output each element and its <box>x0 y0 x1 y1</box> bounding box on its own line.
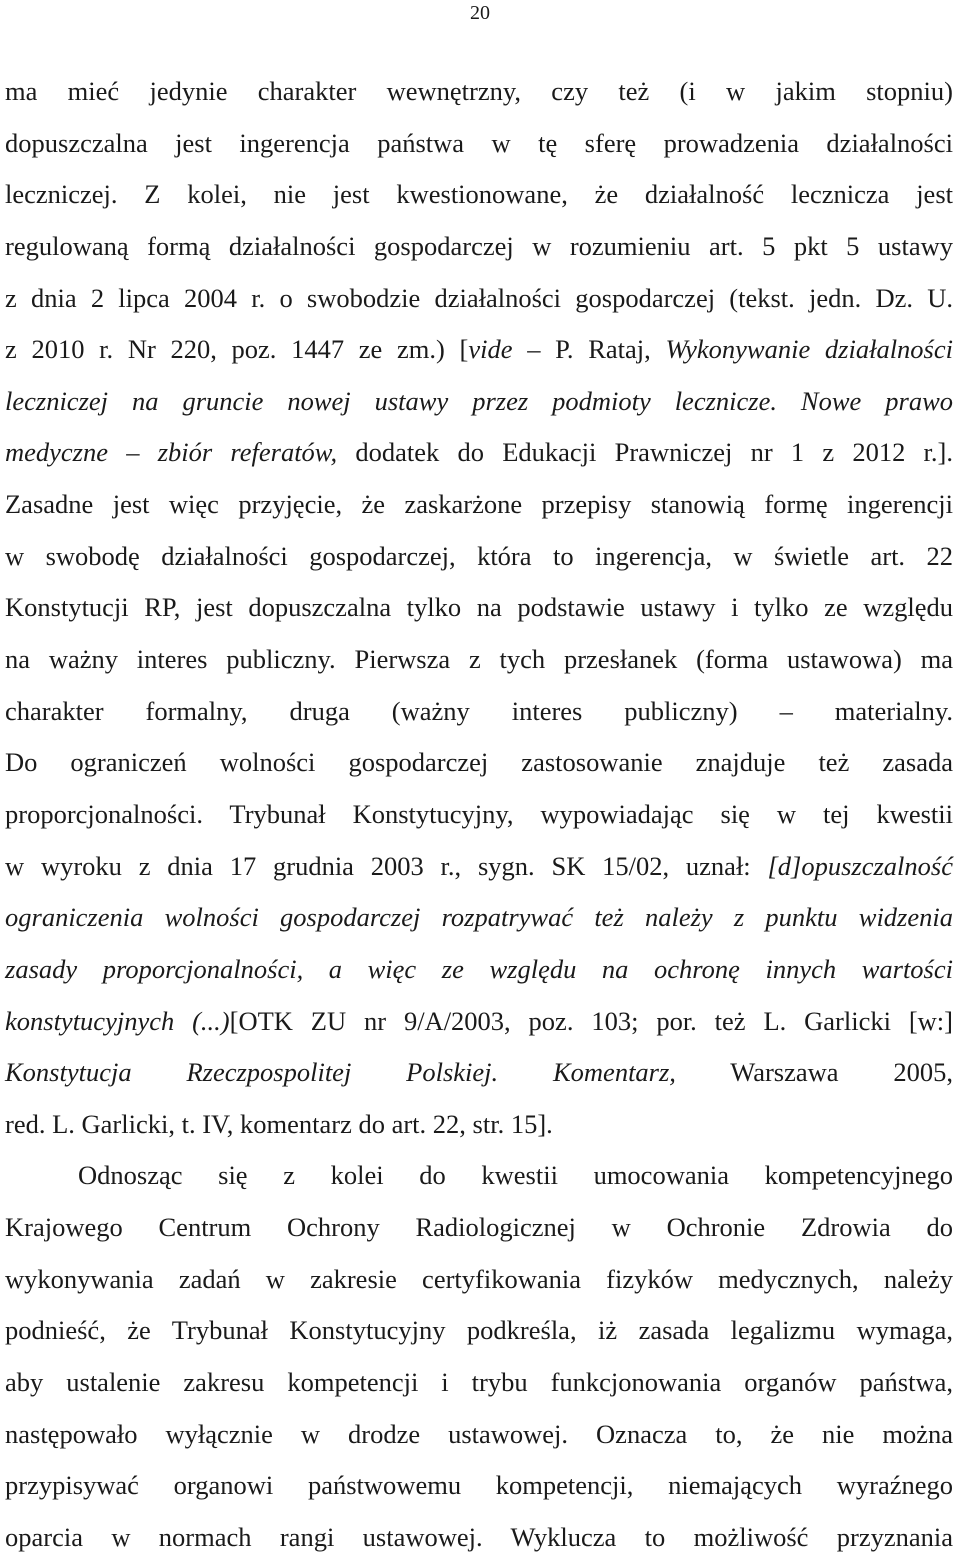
text-segment: z 2010 r. Nr 220, poz. 1447 ze zm.) [ <box>5 334 469 365</box>
text-line <box>5 686 953 738</box>
text-line <box>5 634 953 686</box>
text-segment: oparcia w normach rangi ustawowej. Wyklucza to możliwość przyznania <box>5 1521 953 1552</box>
text-line <box>5 1357 953 1409</box>
text-line <box>5 1202 953 1254</box>
italic-text-segment: konstytucyjnych (...) <box>5 1005 230 1036</box>
text-line <box>5 1047 953 1099</box>
text-line <box>5 324 953 376</box>
italic-text-segment: vide <box>468 334 513 365</box>
italic-text-segment: zasady proporcjonalności, a więc ze względu na ochronę innych wartości <box>5 953 953 984</box>
text-segment: red. L. Garlicki, t. IV, komentarz do art. 22, str. 15]. <box>5 1108 553 1139</box>
text-line <box>5 1254 953 1306</box>
text-segment: regulowaną formą działalności gospodarczej w rozumieniu art. 5 pkt 5 ustawy <box>5 230 953 261</box>
text-line <box>5 1460 953 1512</box>
text-segment: dopuszczalna jest ingerencja państwa w tę sferę prowadzenia działalności <box>5 127 953 158</box>
text-segment: w wyroku z dnia 17 grudnia 2003 r., sygn. SK 15/02, uznał: <box>5 850 768 881</box>
text-segment: z dnia 2 lipca 2004 r. o swobodzie działalności gospodarczej (tekst. jedn. Dz. U. <box>5 282 953 313</box>
italic-text-segment: leczniczej na gruncie nowej ustawy przez podmioty lecznicze. Nowe prawo <box>5 385 953 416</box>
text-segment: ma mieć jedynie charakter wewnętrzny, czy też (i w jakim stopniu) <box>5 76 953 106</box>
text-line <box>5 841 953 893</box>
text-segment: Krajowego Centrum Ochrony Radiologicznej w Ochronie Zdrowia do <box>5 1212 953 1243</box>
text-line <box>5 479 953 531</box>
text-segment: Do ograniczeń wolności gospodarczej zastosowanie znajduje też zasada <box>5 747 953 778</box>
text-segment: charakter formalny, druga (ważny interes publiczny) – materialny. <box>5 695 953 726</box>
text-line <box>5 996 953 1048</box>
text-segment: następowało wyłącznie w drodze ustawowej. Oznacza to, że nie można <box>5 1418 953 1449</box>
text-line <box>5 1305 953 1357</box>
italic-text-segment: [d]opuszczalność <box>767 850 953 881</box>
italic-text-segment: Wykonywanie działalności <box>665 334 953 365</box>
page-number: 20 <box>470 2 490 24</box>
italic-text-segment: Konstytucja Rzeczpospolitej Polskiej. Komentarz, <box>5 1057 676 1088</box>
text-segment: wykonywania zadań w zakresie certyfikowania fizyków medycznych, należy <box>5 1263 953 1294</box>
text-segment: Konstytucji RP, jest dopuszczalna tylko na podstawie ustawy i tylko ze względu <box>5 592 953 623</box>
text-line <box>5 944 953 996</box>
text-line <box>5 1099 953 1151</box>
text-segment: – P. Rataj, <box>512 334 666 365</box>
text-segment: dodatek do Edukacji Prawniczej nr 1 z 2012 r.]. <box>337 437 953 468</box>
text-segment: przypisywać organowi państwowemu kompetencji, niemających wyraźnego <box>5 1470 953 1501</box>
text-line <box>5 169 953 221</box>
text-segment: Odnosząc się z kolei do kwestii umocowania kompetencyjnego <box>78 1160 953 1191</box>
text-line <box>5 221 953 273</box>
italic-text-segment: medyczne – zbiór referatów, <box>5 437 338 468</box>
text-line <box>5 531 953 583</box>
text-line <box>5 66 953 118</box>
document-body <box>5 66 953 1564</box>
text-line <box>5 273 953 325</box>
text-line <box>5 427 953 479</box>
text-segment: proporcjonalności. Trybunał Konstytucyjny, wypowiadając się w tej kwestii <box>5 798 953 829</box>
text-segment: Warszawa 2005, <box>675 1057 953 1088</box>
text-segment: [OTK ZU nr 9/A/2003, poz. 103; por. też L. Garlicki [w:] <box>229 1005 953 1036</box>
text-line <box>5 582 953 634</box>
text-line <box>5 892 953 944</box>
text-segment: na ważny interes publiczny. Pierwsza z tych przesłanek (forma ustawowa) ma <box>5 644 953 675</box>
text-segment: podnieść, że Trybunał Konstytucyjny podkreśla, iż zasada legalizmu wymaga, <box>5 1315 953 1346</box>
text-segment: w swobodę działalności gospodarczej, która to ingerencja, w świetle art. 22 <box>5 540 953 571</box>
text-segment: aby ustalenie zakresu kompetencji i trybu funkcjonowania organów państwa, <box>5 1367 953 1398</box>
italic-text-segment: ograniczenia wolności gospodarczej rozpatrywać też należy z punktu widzenia <box>5 902 953 933</box>
text-line <box>5 1150 953 1202</box>
text-line <box>5 118 953 170</box>
text-line <box>5 789 953 841</box>
text-line <box>5 1409 953 1461</box>
text-line <box>5 376 953 428</box>
text-line <box>5 737 953 789</box>
text-segment: leczniczej. Z kolei, nie jest kwestionowane, że działalność lecznicza jest <box>5 179 953 210</box>
text-segment: Zasadne jest więc przyjęcie, że zaskarżone przepisy stanowią formę ingerencji <box>5 489 953 520</box>
